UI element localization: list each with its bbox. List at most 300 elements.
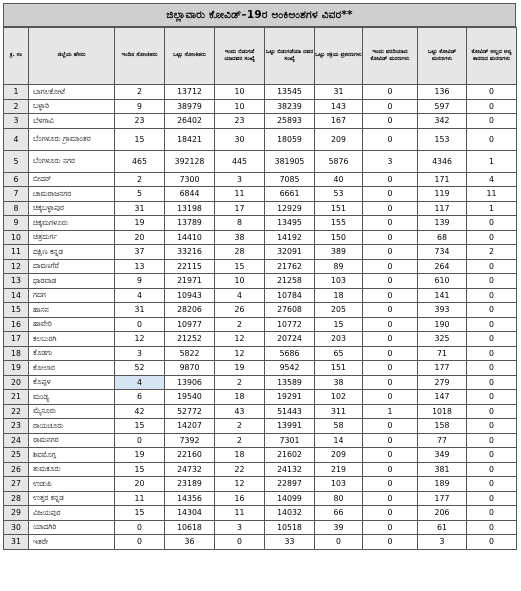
cell-serial: 28 xyxy=(4,491,29,506)
cell-serial: 30 xyxy=(4,520,29,535)
cell-total-discharged: 18059 xyxy=(265,128,315,150)
table-body xyxy=(4,85,517,550)
cell-active-cases: 209 xyxy=(315,448,363,463)
cell-district: ಚಿಕ್ಕಬಳ್ಳಾಪುರ xyxy=(29,201,115,216)
cell-today-discharged: 22 xyxy=(215,462,265,477)
cell-today-discharged: 3 xyxy=(215,520,265,535)
header-other-deaths: ಕೋವಿಡ್ ಅಲ್ಲದ ಅನ್ಯ ಕಾರಣದ ಮರಣಗಳು xyxy=(467,28,517,85)
cell-today-deaths: 0 xyxy=(363,230,418,245)
cell-district: ಮೈಸೂರು xyxy=(29,404,115,419)
cell-total-deaths: 147 xyxy=(418,390,467,405)
cell-total-infected: 10977 xyxy=(165,317,215,332)
cell-today-deaths: 0 xyxy=(363,317,418,332)
cell-district: ದಕ್ಷಿಣ ಕನ್ನಡ xyxy=(29,245,115,260)
cell-district: ತುಮಕೂರು xyxy=(29,462,115,477)
cell-serial: 2 xyxy=(4,99,29,114)
cell-district: ಬೆಳಗಾವಿ xyxy=(29,114,115,129)
cell-total-infected: 13789 xyxy=(165,216,215,231)
cell-active-cases: 102 xyxy=(315,390,363,405)
cell-other-deaths: 0 xyxy=(467,462,517,477)
cell-other-deaths: 0 xyxy=(467,520,517,535)
cell-serial: 7 xyxy=(4,187,29,202)
cell-today-deaths: 0 xyxy=(363,346,418,361)
cell-other-deaths: 0 xyxy=(467,332,517,347)
cell-today-discharged: 10 xyxy=(215,274,265,289)
cell-other-deaths: 0 xyxy=(467,317,517,332)
cell-today-infected: 52 xyxy=(115,361,165,376)
cell-total-infected: 10943 xyxy=(165,288,215,303)
cell-total-discharged: 27608 xyxy=(265,303,315,318)
cell-serial: 4 xyxy=(4,128,29,150)
cell-today-discharged: 3 xyxy=(215,172,265,187)
cell-total-discharged: 381905 xyxy=(265,150,315,172)
cell-district: ಉಡುಪಿ xyxy=(29,477,115,492)
cell-other-deaths: 0 xyxy=(467,477,517,492)
cell-serial: 14 xyxy=(4,288,29,303)
header-today-infected: ಇಂದಿನ ಸೋಂಕಿತರು xyxy=(115,28,165,85)
cell-today-deaths: 0 xyxy=(363,114,418,129)
cell-today-deaths: 0 xyxy=(363,332,418,347)
cell-total-deaths: 177 xyxy=(418,491,467,506)
cell-today-discharged: 12 xyxy=(215,346,265,361)
cell-today-infected: 13 xyxy=(115,259,165,274)
cell-district: ಇತರೇ xyxy=(29,535,115,550)
table-row xyxy=(4,288,517,303)
cell-active-cases: 58 xyxy=(315,419,363,434)
cell-total-infected: 7392 xyxy=(165,433,215,448)
cell-total-deaths: 325 xyxy=(418,332,467,347)
cell-today-infected: 20 xyxy=(115,230,165,245)
cell-total-deaths: 71 xyxy=(418,346,467,361)
district-covid-table-sheet xyxy=(3,3,516,550)
cell-district: ಬೆಂಗಳೂರು ನಗರ xyxy=(29,150,115,172)
cell-total-discharged: 13545 xyxy=(265,85,315,100)
cell-total-discharged: 7301 xyxy=(265,433,315,448)
cell-today-deaths: 0 xyxy=(363,448,418,463)
cell-district: ಯಾದಗಿರಿ xyxy=(29,520,115,535)
cell-total-deaths: 171 xyxy=(418,172,467,187)
cell-today-infected: 4 xyxy=(115,288,165,303)
cell-today-infected: 12 xyxy=(115,332,165,347)
cell-district: ಕಲಬುರಗಿ xyxy=(29,332,115,347)
cell-today-discharged: 12 xyxy=(215,332,265,347)
cell-today-discharged: 11 xyxy=(215,187,265,202)
cell-today-deaths: 0 xyxy=(363,520,418,535)
cell-today-infected: 15 xyxy=(115,419,165,434)
cell-today-discharged: 2 xyxy=(215,375,265,390)
cell-total-discharged: 14032 xyxy=(265,506,315,521)
cell-active-cases: 80 xyxy=(315,491,363,506)
cell-today-deaths: 0 xyxy=(363,187,418,202)
cell-total-deaths: 734 xyxy=(418,245,467,260)
cell-total-deaths: 381 xyxy=(418,462,467,477)
cell-today-infected: 0 xyxy=(115,520,165,535)
cell-total-discharged: 6661 xyxy=(265,187,315,202)
table-row xyxy=(4,433,517,448)
cell-district: ಕೊಡಗು xyxy=(29,346,115,361)
cell-other-deaths: 0 xyxy=(467,390,517,405)
cell-today-infected: 2 xyxy=(115,172,165,187)
table-row xyxy=(4,150,517,172)
cell-active-cases: 103 xyxy=(315,477,363,492)
cell-today-deaths: 0 xyxy=(363,216,418,231)
cell-serial: 3 xyxy=(4,114,29,129)
cell-total-deaths: 117 xyxy=(418,201,467,216)
table-title: ಜಿಲ್ಲಾವಾರು ಕೋವಿಡ್‌–19ರ ಅಂಕಿಅಂಶಗಳ ವಿವರ** xyxy=(3,3,516,27)
cell-active-cases: 65 xyxy=(315,346,363,361)
cell-district: ರಾಯಚೂರು xyxy=(29,419,115,434)
cell-serial: 6 xyxy=(4,172,29,187)
cell-today-infected: 0 xyxy=(115,317,165,332)
cell-total-discharged: 10518 xyxy=(265,520,315,535)
table-row xyxy=(4,419,517,434)
table-row xyxy=(4,462,517,477)
cell-today-deaths: 1 xyxy=(363,404,418,419)
cell-today-deaths: 0 xyxy=(363,201,418,216)
cell-today-deaths: 0 xyxy=(363,419,418,434)
cell-total-discharged: 14099 xyxy=(265,491,315,506)
cell-total-deaths: 61 xyxy=(418,520,467,535)
cell-district: ಚಿಕ್ಕಮಗಳೂರು xyxy=(29,216,115,231)
cell-district: ಹಾಸನ xyxy=(29,303,115,318)
table-row xyxy=(4,216,517,231)
cell-today-infected: 465 xyxy=(115,150,165,172)
cell-total-discharged: 19291 xyxy=(265,390,315,405)
cell-today-deaths: 0 xyxy=(363,433,418,448)
table-row xyxy=(4,491,517,506)
cell-serial: 24 xyxy=(4,433,29,448)
cell-today-discharged: 4 xyxy=(215,288,265,303)
cell-total-discharged: 38239 xyxy=(265,99,315,114)
cell-today-discharged: 12 xyxy=(215,477,265,492)
cell-today-deaths: 0 xyxy=(363,288,418,303)
table-row xyxy=(4,477,517,492)
cell-total-discharged: 14192 xyxy=(265,230,315,245)
table-row xyxy=(4,375,517,390)
cell-total-deaths: 177 xyxy=(418,361,467,376)
cell-active-cases: 389 xyxy=(315,245,363,260)
cell-other-deaths: 0 xyxy=(467,85,517,100)
cell-today-deaths: 0 xyxy=(363,99,418,114)
cell-other-deaths: 0 xyxy=(467,216,517,231)
table-row xyxy=(4,259,517,274)
cell-total-infected: 14410 xyxy=(165,230,215,245)
cell-today-discharged: 2 xyxy=(215,317,265,332)
cell-active-cases: 15 xyxy=(315,317,363,332)
cell-other-deaths: 0 xyxy=(467,128,517,150)
cell-total-infected: 36 xyxy=(165,535,215,550)
cell-active-cases: 53 xyxy=(315,187,363,202)
cell-today-infected: 31 xyxy=(115,201,165,216)
header-active-cases: ಒಟ್ಟು ಸಕ್ರಿಯ ಪ್ರಕರಣಗಳು xyxy=(315,28,363,85)
cell-total-discharged: 5686 xyxy=(265,346,315,361)
table-row xyxy=(4,448,517,463)
cell-serial: 17 xyxy=(4,332,29,347)
table-row xyxy=(4,85,517,100)
cell-district: ಬಾಗಲಕೋಟೆ xyxy=(29,85,115,100)
cell-district: ದಾವಣಗೆರೆ xyxy=(29,259,115,274)
cell-total-deaths: 206 xyxy=(418,506,467,521)
cell-today-deaths: 0 xyxy=(363,245,418,260)
cell-today-discharged: 2 xyxy=(215,419,265,434)
header-row xyxy=(4,28,517,85)
cell-active-cases: 0 xyxy=(315,535,363,550)
cell-today-deaths: 0 xyxy=(363,259,418,274)
cell-active-cases: 40 xyxy=(315,172,363,187)
header-total-infected: ಒಟ್ಟು ಸೋಂಕಿತರು xyxy=(165,28,215,85)
table-row xyxy=(4,361,517,376)
cell-serial: 31 xyxy=(4,535,29,550)
cell-serial: 9 xyxy=(4,216,29,231)
cell-today-discharged: 26 xyxy=(215,303,265,318)
table-row xyxy=(4,187,517,202)
table-row xyxy=(4,404,517,419)
cell-total-discharged: 13495 xyxy=(265,216,315,231)
cell-total-deaths: 264 xyxy=(418,259,467,274)
cell-serial: 10 xyxy=(4,230,29,245)
cell-district: ಶಿವಮೊಗ್ಗ xyxy=(29,448,115,463)
cell-today-discharged: 28 xyxy=(215,245,265,260)
table-row xyxy=(4,535,517,550)
cell-total-infected: 13906 xyxy=(165,375,215,390)
cell-serial: 25 xyxy=(4,448,29,463)
cell-today-discharged: 2 xyxy=(215,433,265,448)
table-row xyxy=(4,332,517,347)
cell-today-infected: 19 xyxy=(115,448,165,463)
cell-active-cases: 31 xyxy=(315,85,363,100)
cell-today-deaths: 0 xyxy=(363,491,418,506)
cell-today-discharged: 43 xyxy=(215,404,265,419)
cell-serial: 26 xyxy=(4,462,29,477)
cell-other-deaths: 0 xyxy=(467,448,517,463)
cell-today-deaths: 0 xyxy=(363,535,418,550)
cell-total-infected: 14304 xyxy=(165,506,215,521)
table-row xyxy=(4,201,517,216)
cell-other-deaths: 0 xyxy=(467,288,517,303)
cell-serial: 11 xyxy=(4,245,29,260)
cell-other-deaths: 0 xyxy=(467,114,517,129)
cell-other-deaths: 0 xyxy=(467,274,517,289)
cell-total-infected: 33216 xyxy=(165,245,215,260)
cell-total-discharged: 13589 xyxy=(265,375,315,390)
cell-other-deaths: 0 xyxy=(467,259,517,274)
cell-today-infected: 20 xyxy=(115,477,165,492)
cell-serial: 8 xyxy=(4,201,29,216)
cell-district: ಮಂಡ್ಯ xyxy=(29,390,115,405)
cell-serial: 23 xyxy=(4,419,29,434)
cell-total-deaths: 597 xyxy=(418,99,467,114)
cell-today-discharged: 10 xyxy=(215,85,265,100)
cell-district: ಚಾಮರಾಜನಗರ xyxy=(29,187,115,202)
cell-active-cases: 209 xyxy=(315,128,363,150)
cell-today-infected: 23 xyxy=(115,114,165,129)
cell-other-deaths: 4 xyxy=(467,172,517,187)
cell-total-discharged: 51443 xyxy=(265,404,315,419)
cell-total-deaths: 279 xyxy=(418,375,467,390)
header-serial: ಕ್ರ. ಸಂ xyxy=(4,28,29,85)
cell-total-discharged: 9542 xyxy=(265,361,315,376)
cell-today-discharged: 0 xyxy=(215,535,265,550)
cell-total-infected: 52772 xyxy=(165,404,215,419)
header-today-discharged: ಇಂದು ಬಿಡುಗಡೆ ಯಾದವರ ಸಂಖ್ಯೆ xyxy=(215,28,265,85)
cell-district: ಹಾವೇರಿ xyxy=(29,317,115,332)
cell-today-infected: 0 xyxy=(115,433,165,448)
cell-total-deaths: 68 xyxy=(418,230,467,245)
cell-total-deaths: 139 xyxy=(418,216,467,231)
cell-today-deaths: 0 xyxy=(363,303,418,318)
cell-today-discharged: 445 xyxy=(215,150,265,172)
cell-active-cases: 151 xyxy=(315,201,363,216)
cell-serial: 12 xyxy=(4,259,29,274)
cell-total-deaths: 141 xyxy=(418,288,467,303)
cell-active-cases: 18 xyxy=(315,288,363,303)
cell-active-cases: 150 xyxy=(315,230,363,245)
cell-total-infected: 6844 xyxy=(165,187,215,202)
cell-total-infected: 13198 xyxy=(165,201,215,216)
cell-serial: 19 xyxy=(4,361,29,376)
cell-total-infected: 22115 xyxy=(165,259,215,274)
cell-total-discharged: 20724 xyxy=(265,332,315,347)
table-row xyxy=(4,172,517,187)
cell-today-deaths: 0 xyxy=(363,361,418,376)
cell-today-discharged: 18 xyxy=(215,448,265,463)
cell-other-deaths: 0 xyxy=(467,303,517,318)
cell-today-infected: 3 xyxy=(115,346,165,361)
cell-total-infected: 26402 xyxy=(165,114,215,129)
cell-other-deaths: 0 xyxy=(467,491,517,506)
cell-total-infected: 5822 xyxy=(165,346,215,361)
cell-other-deaths: 0 xyxy=(467,506,517,521)
cell-total-discharged: 22897 xyxy=(265,477,315,492)
cell-total-deaths: 189 xyxy=(418,477,467,492)
cell-total-infected: 24732 xyxy=(165,462,215,477)
cell-active-cases: 66 xyxy=(315,506,363,521)
cell-other-deaths: 0 xyxy=(467,361,517,376)
header-district: ಜಿಲ್ಲೆಯ ಹೆಸರು xyxy=(29,28,115,85)
cell-serial: 22 xyxy=(4,404,29,419)
cell-district: ಉತ್ತರ ಕನ್ನಡ xyxy=(29,491,115,506)
cell-total-infected: 19540 xyxy=(165,390,215,405)
cell-district: ಧಾರವಾಡ xyxy=(29,274,115,289)
cell-total-infected: 13712 xyxy=(165,85,215,100)
cell-today-deaths: 0 xyxy=(363,375,418,390)
cell-other-deaths: 0 xyxy=(467,99,517,114)
cell-total-discharged: 25893 xyxy=(265,114,315,129)
cell-total-deaths: 119 xyxy=(418,187,467,202)
cell-today-infected: 11 xyxy=(115,491,165,506)
cell-other-deaths: 11 xyxy=(467,187,517,202)
cell-today-infected: 15 xyxy=(115,506,165,521)
cell-total-infected: 9870 xyxy=(165,361,215,376)
cell-serial: 29 xyxy=(4,506,29,521)
cell-total-discharged: 21602 xyxy=(265,448,315,463)
cell-district: ಬಳ್ಳಾರಿ xyxy=(29,99,115,114)
cell-active-cases: 155 xyxy=(315,216,363,231)
cell-active-cases: 311 xyxy=(315,404,363,419)
table-row xyxy=(4,506,517,521)
cell-total-deaths: 3 xyxy=(418,535,467,550)
cell-total-discharged: 7085 xyxy=(265,172,315,187)
cell-active-cases: 89 xyxy=(315,259,363,274)
cell-district: ಚಿತ್ರದುರ್ಗ xyxy=(29,230,115,245)
cell-today-discharged: 8 xyxy=(215,216,265,231)
cell-total-discharged: 12929 xyxy=(265,201,315,216)
cell-district: ಗದಗ xyxy=(29,288,115,303)
cell-today-discharged: 30 xyxy=(215,128,265,150)
cell-serial: 16 xyxy=(4,317,29,332)
cell-today-infected: 42 xyxy=(115,404,165,419)
cell-total-deaths: 136 xyxy=(418,85,467,100)
cell-district: ಬೀದರ್ xyxy=(29,172,115,187)
cell-other-deaths: 0 xyxy=(467,404,517,419)
cell-today-infected: 6 xyxy=(115,390,165,405)
cell-serial: 18 xyxy=(4,346,29,361)
cell-today-discharged: 11 xyxy=(215,506,265,521)
cell-total-infected: 21252 xyxy=(165,332,215,347)
cell-total-infected: 18421 xyxy=(165,128,215,150)
cell-active-cases: 38 xyxy=(315,375,363,390)
table-row xyxy=(4,128,517,150)
cell-active-cases: 151 xyxy=(315,361,363,376)
cell-total-deaths: 393 xyxy=(418,303,467,318)
cell-district: ರಾಮನಗರ xyxy=(29,433,115,448)
cell-other-deaths: 1 xyxy=(467,201,517,216)
cell-today-infected: 15 xyxy=(115,462,165,477)
cell-serial: 21 xyxy=(4,390,29,405)
cell-active-cases: 14 xyxy=(315,433,363,448)
cell-today-discharged: 16 xyxy=(215,491,265,506)
cell-total-discharged: 33 xyxy=(265,535,315,550)
cell-other-deaths: 0 xyxy=(467,346,517,361)
cell-total-deaths: 1018 xyxy=(418,404,467,419)
cell-today-discharged: 18 xyxy=(215,390,265,405)
cell-serial: 20 xyxy=(4,375,29,390)
cell-total-discharged: 24132 xyxy=(265,462,315,477)
cell-active-cases: 167 xyxy=(315,114,363,129)
cell-total-infected: 28206 xyxy=(165,303,215,318)
cell-today-deaths: 3 xyxy=(363,150,418,172)
cell-total-discharged: 32091 xyxy=(265,245,315,260)
header-total-deaths: ಒಟ್ಟು ಕೋವಿಡ್ ಮರಣಗಳು xyxy=(418,28,467,85)
cell-serial: 13 xyxy=(4,274,29,289)
table-row xyxy=(4,346,517,361)
header-total-discharged: ಒಟ್ಟು ಬಿಡುಗಡೆಯಾ ದವರ ಸಂಖ್ಯೆ xyxy=(265,28,315,85)
cell-today-deaths: 0 xyxy=(363,172,418,187)
cell-total-infected: 14356 xyxy=(165,491,215,506)
header-today-deaths: ಇಂದು ವರದಿಯಾದ ಕೋವಿಡ್ ಮರಣಗಳು xyxy=(363,28,418,85)
cell-serial: 27 xyxy=(4,477,29,492)
cell-today-infected: 37 xyxy=(115,245,165,260)
cell-today-deaths: 0 xyxy=(363,506,418,521)
cell-total-infected: 21971 xyxy=(165,274,215,289)
cell-today-discharged: 23 xyxy=(215,114,265,129)
cell-active-cases: 143 xyxy=(315,99,363,114)
cell-active-cases: 203 xyxy=(315,332,363,347)
cell-today-infected: 0 xyxy=(115,535,165,550)
cell-active-cases: 219 xyxy=(315,462,363,477)
cell-total-deaths: 77 xyxy=(418,433,467,448)
cell-other-deaths: 2 xyxy=(467,245,517,260)
cell-today-infected: 4 xyxy=(115,375,165,390)
cell-today-discharged: 15 xyxy=(215,259,265,274)
cell-today-infected: 9 xyxy=(115,99,165,114)
cell-today-deaths: 0 xyxy=(363,462,418,477)
cell-today-discharged: 10 xyxy=(215,99,265,114)
cell-total-deaths: 158 xyxy=(418,419,467,434)
cell-total-discharged: 10784 xyxy=(265,288,315,303)
cell-today-infected: 9 xyxy=(115,274,165,289)
cell-total-infected: 14207 xyxy=(165,419,215,434)
